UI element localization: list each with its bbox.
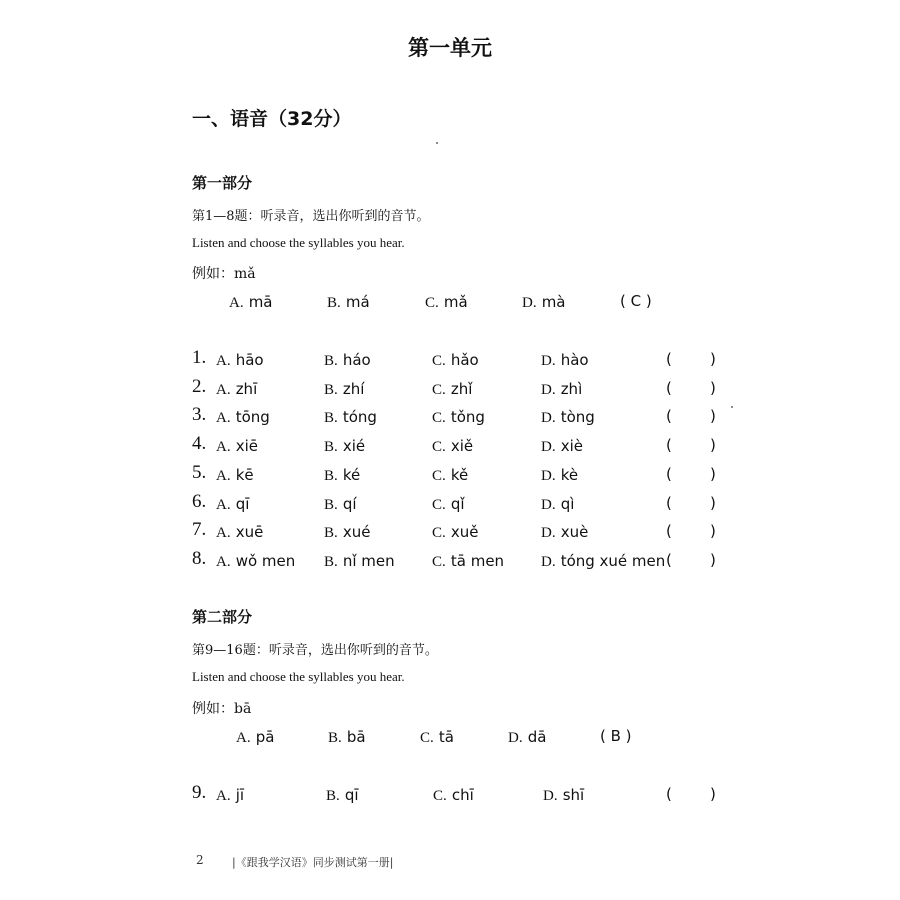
speck bbox=[436, 142, 438, 144]
option-c[interactable]: C. qǐ bbox=[432, 494, 465, 513]
example-option: A. pā bbox=[236, 728, 275, 746]
option-c[interactable]: C. xuě bbox=[432, 523, 479, 542]
question-number: 8. bbox=[192, 547, 207, 569]
example-option: D. mà bbox=[522, 293, 566, 311]
option-c[interactable]: C. zhǐ bbox=[432, 379, 473, 398]
option-b[interactable]: B. qí bbox=[324, 494, 357, 513]
part1-title: 第一部分 bbox=[192, 174, 253, 192]
question-number: 4. bbox=[192, 433, 207, 455]
option-a[interactable]: A. xuē bbox=[216, 523, 264, 542]
page-title: 第一单元 bbox=[408, 36, 492, 60]
option-d[interactable]: D. qì bbox=[541, 494, 575, 513]
option-a[interactable]: A. zhī bbox=[216, 379, 258, 398]
option-b[interactable]: B. háo bbox=[324, 351, 371, 369]
answer-blank[interactable]: ( ) bbox=[666, 436, 716, 455]
question-number: 7. bbox=[192, 519, 207, 541]
option-c[interactable]: C. tā men bbox=[432, 551, 505, 570]
question-row bbox=[0, 490, 900, 518]
part2-instruction-zh: 第9—16题：听录音，选出你听到的音节。 bbox=[192, 643, 438, 658]
option-d[interactable]: D. kè bbox=[541, 465, 579, 484]
option-a[interactable]: A. jī bbox=[216, 786, 245, 804]
part1-instruction-en: Listen and choose the syllables you hear. bbox=[192, 235, 405, 250]
part2-instruction-en: Listen and choose the syllables you hear. bbox=[192, 669, 405, 684]
option-a[interactable]: A. tōng bbox=[216, 408, 270, 427]
question-row bbox=[0, 404, 900, 431]
question-row bbox=[0, 547, 900, 575]
option-c[interactable]: C. kě bbox=[432, 465, 469, 484]
part2-example-row bbox=[0, 727, 900, 751]
part1-instruction-zh: 第1—8题：听录音，选出你听到的音节。 bbox=[192, 209, 430, 224]
example-option: B. bā bbox=[328, 728, 366, 746]
question-row bbox=[0, 782, 900, 809]
option-c[interactable]: C. hǎo bbox=[432, 351, 479, 369]
option-c[interactable]: C. chī bbox=[433, 786, 474, 804]
option-d[interactable]: D. xiè bbox=[541, 437, 583, 456]
question-row bbox=[0, 519, 900, 546]
question-row bbox=[0, 433, 900, 460]
option-b[interactable]: B. qī bbox=[326, 786, 359, 804]
question-row bbox=[0, 347, 900, 374]
option-d[interactable]: D. hào bbox=[541, 351, 589, 369]
option-a[interactable]: A. wǒ men bbox=[216, 551, 296, 570]
part1-example-label: 例如：mǎ bbox=[192, 266, 256, 282]
book-title: |《跟我学汉语》同步测试第一册| bbox=[232, 856, 394, 869]
option-b[interactable]: B. nǐ men bbox=[324, 551, 395, 570]
question-number: 5. bbox=[192, 461, 207, 483]
option-a[interactable]: A. qī bbox=[216, 494, 250, 513]
question-number: 6. bbox=[192, 490, 207, 512]
option-d[interactable]: D. tòng bbox=[541, 408, 595, 427]
question-row bbox=[0, 375, 900, 403]
answer-blank[interactable]: ( ) bbox=[666, 464, 716, 483]
option-b[interactable]: B. tóng bbox=[324, 408, 377, 427]
example-answer: ( B ) bbox=[600, 727, 632, 745]
option-d[interactable]: D. zhì bbox=[541, 379, 583, 398]
answer-blank[interactable]: ( ) bbox=[666, 407, 716, 426]
option-a[interactable]: A. kē bbox=[216, 465, 254, 484]
answer-blank[interactable]: ( ) bbox=[666, 785, 716, 803]
example-option: B. má bbox=[327, 293, 370, 311]
question-number: 1. bbox=[192, 347, 207, 368]
example-option: C. mǎ bbox=[425, 293, 468, 311]
option-d[interactable]: D. xuè bbox=[541, 523, 589, 542]
option-b[interactable]: B. ké bbox=[324, 465, 361, 484]
example-option: C. tā bbox=[420, 728, 454, 746]
question-row bbox=[0, 461, 900, 489]
section-title: 一、语音（32分） bbox=[192, 108, 352, 130]
answer-blank[interactable]: ( ) bbox=[666, 522, 716, 541]
option-b[interactable]: B. zhí bbox=[324, 379, 365, 398]
page-number: 2 bbox=[196, 853, 204, 867]
part2-title: 第二部分 bbox=[192, 608, 253, 626]
option-d[interactable]: D. shī bbox=[543, 786, 585, 804]
example-option: D. dā bbox=[508, 728, 547, 746]
option-b[interactable]: B. xué bbox=[324, 523, 371, 542]
question-number: 9. bbox=[192, 782, 207, 803]
part1-example-row bbox=[0, 292, 900, 316]
answer-blank[interactable]: ( ) bbox=[666, 550, 716, 569]
question-number: 2. bbox=[192, 375, 207, 397]
part2-example-label: 例如：bā bbox=[192, 701, 252, 717]
answer-blank[interactable]: ( ) bbox=[666, 378, 716, 397]
option-d[interactable]: D. tóng xué men bbox=[541, 551, 666, 570]
option-c[interactable]: C. tǒng bbox=[432, 408, 485, 427]
option-a[interactable]: A. hāo bbox=[216, 351, 264, 369]
question-number: 3. bbox=[192, 404, 207, 426]
answer-blank[interactable]: ( ) bbox=[666, 493, 716, 512]
example-answer: ( C ) bbox=[620, 292, 652, 310]
option-b[interactable]: B. xié bbox=[324, 437, 366, 456]
answer-blank[interactable]: ( ) bbox=[666, 350, 716, 368]
option-c[interactable]: C. xiě bbox=[432, 437, 474, 456]
example-option: A. mā bbox=[229, 293, 273, 311]
option-a[interactable]: A. xiē bbox=[216, 437, 258, 456]
